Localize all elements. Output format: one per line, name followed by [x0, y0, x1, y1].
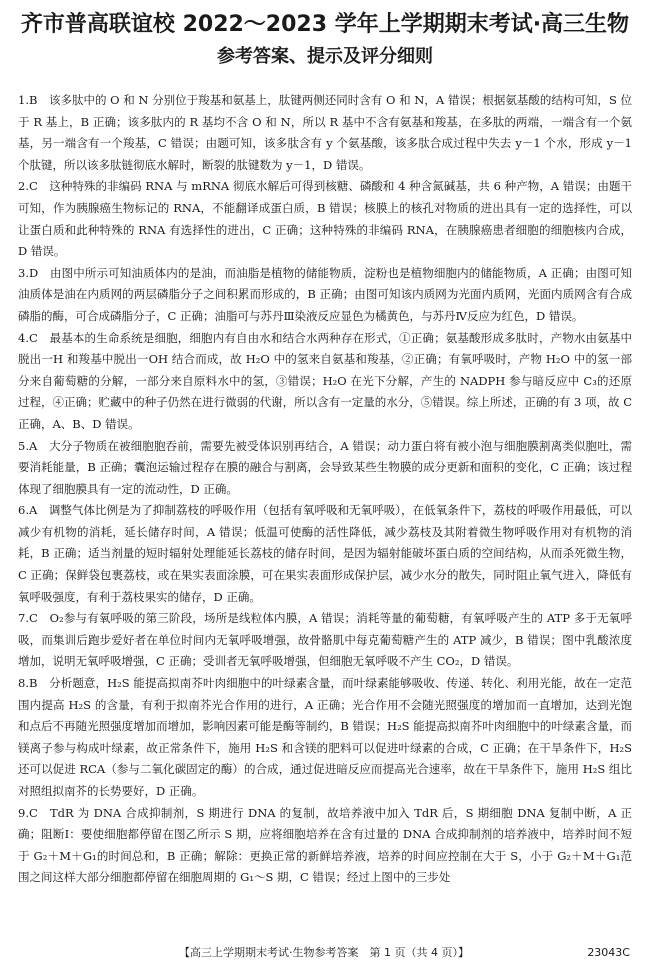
- footer-doc-code: 23043C: [587, 946, 630, 959]
- answer-item-9: 9.C TdR 为 DNA 合成抑制剂，S 期进行 DNA 的复制，故培养液中加入 TdR 后，S 期细胞 DNA 复制中断，A 正确；阻断Ⅰ：要使细胞都停留在图乙所示 S 期，应将细胞培养在含有过量的 DNA 合成抑制剂的培养液中，培养时间不短于 G₂＋M＋G₁的时间总和，B 正确；解除：更换正常的新鲜培养液，培养的时间应控制在大于 S，小于 G₂＋M＋G₁范围之间这样大部分细胞都停留在细胞周期的 G₁～S 期，C 错误；经过上图中的三步处: [18, 805, 632, 885]
- answer-item-6: 6.A 调整气体比例是为了抑制荔枝的呼吸作用（包括有氧呼吸和无氧呼吸），在低氧条件下，荔枝的呼吸作用最低，可以减少有机物的消耗，延长储存时间，A 错误；低温可使酶的活性降低，减少荔枝及其附着微生物呼吸作用对有机物的消耗，B 正确；适当剂量的短时辐射处理能延长荔枝的储存时间，是因为辐射能破坏蛋白质的空间结构，从而杀死微生物，C 正确；保鲜袋包裹荔枝，或在果实表面涂膜，可在果实表面形成保护层，减少水分的散失，同时阻止氧气进入，降低有氧呼吸强度，有利于荔枝果实的储存，D 正确。: [18, 503, 632, 604]
- answer-item-5: 5.A 大分子物质在被细胞胞吞前，需要先被受体识别再结合，A 错误；动力蛋白将有被小泡与细胞膜割离类似胞吐，需要消耗能量，B 正确；囊泡运输过程存在膜的融合与割离，会导致某些生物膜的成分更新和面积的变化，C 正确；该过程体现了细胞膜具有一定的流动性，D 正确。: [18, 438, 632, 496]
- answer-item-2: 2.C 这种特殊的非编码 RNA 与 mRNA 彻底水解后可得到核糖、磷酸和 4 种含氮碱基，共 6 种产物，A 错误；由题干可知，作为胰腺癌生物标记的 RNA，不能翻译成蛋白质，B 错误；核膜上的核孔对物质的进出具有一定的选择性，可以让蛋白质和此种特殊的 RNA 有选择性的进出，C 正确；这种特殊的非编码 RNA，在胰腺癌患者细胞的细胞核内合成，D 错误。: [18, 179, 632, 259]
- page-subtitle: 参考答案、提示及评分细则: [217, 46, 433, 67]
- answer-item-8: 8.B 分析题意，H₂S 能提高拟南芥叶肉细胞中的叶绿素含量，而叶绿素能够吸收、传递、转化、利用光能，故在一定范围内提高 H₂S 的含量，有利于拟南芥光合作用的进行，A 正确；光合作用不会随光照强度的增加而一直增加，达到光饱和点后不再随光照强度增加而增加，影响因素可能是酶等制约，B 错误；H₂S 能提高拟南芥叶肉细胞中的叶绿素含量，而镁离子参与构成叶绿素，故正常条件下，施用 H₂S 和含镁的肥料可以促进叶绿素的合成，C 正确；在干旱条件下，H₂S 还可以促进 RCA（参与二氧化碳固定的酶）的合成，通过促进暗反应而提高光合速率，故在干旱条件下，施用 H₂S 组比对照组拟南芥的长势要好，D 正确。: [18, 676, 632, 798]
- answer-item-7: 7.C O₂参与有氧呼吸的第三阶段，场所是线粒体内膜，A 错误；消耗等量的葡萄糖，有氧呼吸产生的 ATP 多于无氧呼吸，而集训后跑步爱好者在单位时间内无氧呼吸增强，故骨骼肌中每克葡萄糖产生的 ATP 减少，B 错误；图中乳酸浓度增加，说明无氧呼吸增强，C 正确；受训者无氧呼吸增强，但细胞无氧呼吸不产生 CO₂，D 错误。: [18, 611, 632, 669]
- answer-item-1: 1.B 该多肽中的 O 和 N 分别位于羧基和氨基上，肽键两侧还同时含有 O 和 N，A 错误；根据氨基酸的结构可知，S 位于 R 基上，B 正确；该多肽内的 R 基均不含 O 和 N，所以 R 基中不含有氨基和羧基，在多肽的两端，一端含有一个氨基，另一端含有一个羧基，C 错误；由题可知，该多肽含有 y 个氨基酸，该多肽合成过程中失去 y－1 个水，形成 y－1 个肽键，所以该多肽链彻底水解时，断裂的肽键数为 y－1，D 错误。: [18, 93, 632, 172]
- answer-list: [18, 90, 632, 889]
- page-title: 齐市普高联谊校 2022～2023 学年上学期期末考试·高三生物: [20, 12, 630, 37]
- answer-item-3: 3.D 由图中所示可知油质体内的是油，而油脂是植物的储能物质，淀粉也是植物细胞内的储能物质，A 正确；由图可知油质体是油在内质网的两层磷脂分子之间积累而形成的，B 正确；由图可知该内质网为光面内质网，光面内质网含有合成磷脂的酶，可合成磷脂分子，C 正确；油脂可与苏丹Ⅲ染液反应显色为橘黄色，与苏丹Ⅳ反应为红色，D 错误。: [18, 265, 632, 323]
- footer-page-info: 【高三上学期期末考试·生物参考答案 第 1 页（共 4 页）】: [179, 946, 469, 959]
- answer-item-4: 4.C 最基本的生命系统是细胞，细胞内有自由水和结合水两种存在形式，①正确；氨基酸形成多肽时，产物水由氨基中脱出一H 和羧基中脱出一OH 结合而成，故 H₂O 中的氢来自氨基和羧基，②正确；有氧呼吸时，产物 H₂O 中的氢一部分来自葡萄糖的分解，一部分来自原料水中的氢，③错误；H₂O 在光下分解，产生的 NADPH 参与暗反应中 C₃的还原过程，④正确；贮藏中的种子仍然在进行微弱的代谢，所以含有一定量的水分，⑤错误。综上所述，正确的有 3 项，故 C 正确，A、B、D 错误。: [18, 330, 632, 431]
- page-footer: [0, 945, 648, 961]
